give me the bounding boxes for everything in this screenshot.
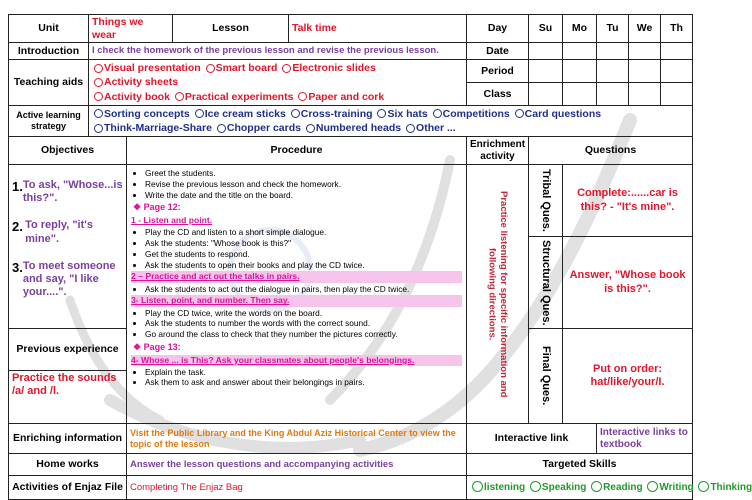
radio-icon xyxy=(377,109,386,118)
day-mo: Mo xyxy=(563,15,597,43)
class-cell-1[interactable] xyxy=(529,82,563,105)
date-cell-5[interactable] xyxy=(661,43,693,60)
radio-icon xyxy=(698,481,709,492)
strategy-numbered-heads[interactable]: Numbered heads xyxy=(304,122,401,134)
radio-icon xyxy=(217,124,226,133)
procedure-step: • Write the date and the title on the board. xyxy=(145,190,462,201)
interactive-link-label: Interactive link xyxy=(467,424,597,454)
objectives-header: Objectives xyxy=(9,137,127,165)
procedure-step: • Go around the class to check that they number the pictures correctly. xyxy=(145,329,462,340)
radio-icon xyxy=(298,92,307,101)
aid-paper-and-cork[interactable]: Paper and cork xyxy=(296,91,384,103)
lesson-value: Talk time xyxy=(289,15,467,43)
enjaz-text: Completing The Enjaz Bag xyxy=(127,476,467,500)
class-cell-2[interactable] xyxy=(563,82,597,105)
date-label: Date xyxy=(467,43,529,60)
radio-icon xyxy=(175,92,184,101)
day-th: Th xyxy=(661,15,693,43)
radio-icon xyxy=(530,481,541,492)
aid-activity-book[interactable]: Activity book xyxy=(92,91,170,103)
radio-icon xyxy=(206,64,215,73)
teaching-aids-label: Teaching aids xyxy=(9,60,89,106)
diamond-icon: ❖ xyxy=(133,341,144,352)
previous-experience-label: Previous experience xyxy=(9,329,127,371)
day-tu: Tu xyxy=(597,15,629,43)
period-cell-1[interactable] xyxy=(529,60,563,83)
page-12-heading: ❖ Page 12: xyxy=(133,202,181,213)
objectives-cell xyxy=(9,165,127,329)
lesson-label: Lesson xyxy=(173,15,289,43)
radio-icon xyxy=(291,109,300,118)
day-label: Day xyxy=(467,15,529,43)
strategy-card-questions[interactable]: Card questions xyxy=(513,108,601,120)
objective-1: 1. To ask, "Whose...is this?". xyxy=(12,179,123,205)
enrichment-cell xyxy=(467,165,529,424)
objective-2: 2. To reply, "it's mine". xyxy=(12,219,93,245)
day-we: We xyxy=(629,15,661,43)
procedure-step: • Get the students to respond. xyxy=(145,249,462,260)
enriching-text: Visit the Public Library and the King Abdul Aziz Historical Center to view the topic of the lesson xyxy=(127,424,467,454)
aid-visual-presentation[interactable]: Visual presentation xyxy=(92,62,201,74)
radio-icon xyxy=(647,481,658,492)
aid-electronic-slides[interactable]: Electronic slides xyxy=(280,62,375,74)
period-cell-5[interactable] xyxy=(661,60,693,83)
procedure-step: • Ask the students to number the words with the correct sound. xyxy=(145,318,462,329)
question-tribal-text: Complete:......car is this? - "It's mine". xyxy=(563,165,693,237)
radio-icon xyxy=(406,124,415,133)
aid-activity-sheets[interactable]: Activity sheets xyxy=(92,76,178,88)
radio-icon xyxy=(94,109,103,118)
skill-listening[interactable]: listening xyxy=(470,482,525,493)
homeworks-text: Answer the lesson questions and accompanying activities xyxy=(127,454,467,476)
strategy-sorting-concepts[interactable]: Sorting concepts xyxy=(92,108,190,120)
skill-thinking[interactable]: Thinking xyxy=(696,482,752,493)
date-cell-4[interactable] xyxy=(629,43,661,60)
radio-icon xyxy=(94,92,103,101)
class-label: Class xyxy=(467,82,529,105)
radio-icon xyxy=(591,481,602,492)
class-cell-4[interactable] xyxy=(629,82,661,105)
class-cell-3[interactable] xyxy=(597,82,629,105)
question-type-final: Final Ques. xyxy=(529,329,563,424)
skill-speaking[interactable]: Speaking xyxy=(528,482,586,493)
strategy-ice-cream-sticks[interactable]: Ice cream sticks xyxy=(193,108,286,120)
question-final-text: Put on order: hat/like/your/I. xyxy=(563,329,693,424)
section-2-title: 2 – Practice and act out the talks in pairs. xyxy=(131,271,462,282)
enjaz-label: Activities of Enjaz File xyxy=(9,476,127,500)
radio-icon xyxy=(515,109,524,118)
procedure-step: • Greet the students. xyxy=(145,168,462,179)
date-cell-3[interactable] xyxy=(597,43,629,60)
targeted-skills-label: Targeted Skills xyxy=(467,454,693,476)
period-label: Period xyxy=(467,60,529,83)
date-cell-1[interactable] xyxy=(529,43,563,60)
procedure-step: • Ask them to ask and answer about their belongings in pairs. xyxy=(145,377,462,388)
question-type-structural: Structural Ques. xyxy=(529,237,563,329)
enriching-label: Enriching information xyxy=(9,424,127,454)
radio-icon xyxy=(472,481,483,492)
procedure-step: • Ask the students: "Whose book is this?" xyxy=(145,238,462,249)
homeworks-label: Home works xyxy=(9,454,127,476)
radio-icon xyxy=(94,78,103,87)
questions-header: Questions xyxy=(529,137,693,165)
skill-writing[interactable]: Writing xyxy=(645,482,693,493)
procedure-step: • Ask the students to open their books and play the CD twice. xyxy=(145,260,462,271)
aid-practical-experiments[interactable]: Practical experiments xyxy=(173,91,294,103)
radio-icon xyxy=(94,124,103,133)
page-13-heading: ❖ Page 13: xyxy=(133,341,181,352)
radio-icon xyxy=(195,109,204,118)
procedure-step: • Ask the students to act out the dialogue in pairs, then play the CD twice. xyxy=(145,284,462,295)
introduction-label: Introduction xyxy=(9,43,89,60)
strategy-cross-training[interactable]: Cross-training xyxy=(289,108,373,120)
skills-row xyxy=(467,476,752,500)
procedure-step: • Play the CD twice, write the words on the board. xyxy=(145,308,462,319)
procedure-header: Procedure xyxy=(127,137,467,165)
strategy-six-hats[interactable]: Six hats xyxy=(375,108,427,120)
day-su: Su xyxy=(529,15,563,43)
procedure-cell xyxy=(127,165,467,424)
section-4-title: 4- Whose ... is This? Ask your classmates about people's belongings. xyxy=(131,355,462,366)
section-1-title: 1 - Listen and point. xyxy=(131,215,213,226)
class-cell-5[interactable] xyxy=(661,82,693,105)
radio-icon xyxy=(433,109,442,118)
radio-icon xyxy=(282,64,291,73)
question-structural-text: Answer, "Whose book is this?". xyxy=(563,237,693,329)
procedure-step: • Explain the task. xyxy=(145,367,462,378)
strategy-chopper-cards[interactable]: Chopper cards xyxy=(215,122,301,134)
unit-label: Unit xyxy=(9,15,89,43)
procedure-step: • Revise the previous lesson and check the homework. xyxy=(145,179,462,190)
period-cell-4[interactable] xyxy=(629,60,661,83)
strategy-other[interactable]: Other ... xyxy=(404,122,456,134)
lesson-plan-table xyxy=(8,14,752,500)
enrichment-header: Enrichment activity xyxy=(467,137,529,165)
introduction-text: I check the homework of the previous lesson and revise the previous lesson. xyxy=(89,43,467,60)
objective-3: 3. To meet someone and say, "I like your....". xyxy=(12,259,116,299)
radio-icon xyxy=(94,64,103,73)
procedure-step: • Play the CD and listen to a short simple dialogue. xyxy=(145,227,462,238)
strategy-think-marriage-share[interactable]: Think-Marriage-Share xyxy=(92,122,212,134)
previous-experience-text: Practice the sounds /a/ and /l. xyxy=(9,371,127,424)
diamond-icon: ❖ xyxy=(133,202,144,213)
radio-icon xyxy=(306,124,315,133)
section-3-title: 3- Listen, point, and number. Then say. xyxy=(131,295,462,306)
unit-value: Things we wear xyxy=(89,15,173,43)
strategy-competitions[interactable]: Competitions xyxy=(431,108,510,120)
period-cell-3[interactable] xyxy=(597,60,629,83)
enrichment-text: Practice listening for specific information and following directions. xyxy=(486,190,509,398)
period-cell-2[interactable] xyxy=(563,60,597,83)
aid-smart-board[interactable]: Smart board xyxy=(204,62,278,74)
skill-reading[interactable]: Reading xyxy=(589,482,642,493)
interactive-link[interactable]: Interactive links to textbook xyxy=(597,424,693,454)
strategy-label: Active learning strategy xyxy=(9,105,89,136)
date-cell-2[interactable] xyxy=(563,43,597,60)
question-type-tribal: Tribal Ques. xyxy=(529,165,563,237)
